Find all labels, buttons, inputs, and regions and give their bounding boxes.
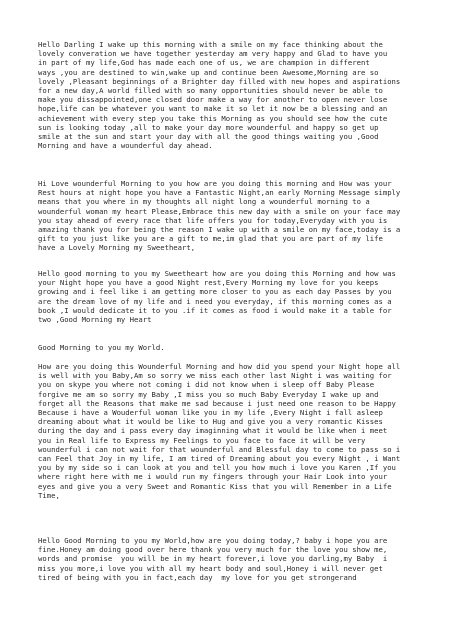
paragraph-long-message: How are you doing this Wounderful Morning and how did you spend your Night hope all is well with you Baby,Am so sorry we miss each other last Night i was waiting for you on skype you where not coming i did not know when i sleep off Baby Please forgive me am so sorry my Baby ,I miss you so much Baby Everyday I wake up and forget all the Reasons that make me sad because i just need one reason to be Happy Because i have a Wouderful woman like you in my life ,Every Night i fall asleep dreaming about what it would be like to Hug and give you a very romantic Kisses during the day and i pass every day imaginning what it would be like when i meet you in Real life to Express my Feelings to you face to face it will be very wounderful i can not wait for that wounderful and Blessful day to come to pass so i can Feel that Joy in my life, I am tired of Dreaming about you every Night , i Want you by my side so i can look at you and tell you how much i love you Karen ,If you where right here with me i would run my fingers through your Hair Look into your eyes and give you a very Sweet and Romantic Kiss that you will Remember in a Life Time, bbox=[38, 362, 401, 500]
paragraph-love-message: Hi Love wounderful Morning to you how are you doing this morning and How was your Rest hours at night hope you have a Fantastic Night,an early Morning Message simply means that you where in my thoughts all night long a wounderful morning to a wounderful woman my heart Please,Embrace this new day with a smile on your face may you stay ahead of every race that life offers you for today,Everyday with you is amazing thank you for being the reason I wake up with a smile on my face,today is a gift to you just like you are a gift to me,im glad that you are part of my life have a Lovely Morning my Sweetheart, bbox=[38, 179, 401, 253]
paragraph-closing-message: Hello Good Morning to you my World,how are you doing today,? baby i hope you are fine.Honey am doing good over here thank you very much for the love you show me, words and promise you will be in my heart forever,i love you darling,my Baby i miss you more,i love you with all my heart body and soul,Honey i will never get tired of being with you in fact,each day my love for you get strongerand bbox=[38, 536, 388, 582]
paragraph-sweetheart-message: Hello good morning to you my Sweetheart how are you doing this Morning and how was your Night hope you have a good Night rest,Every Morning my love for you keeps growing and i feel like i am getting more closer to you as each day Passes by you are the dream love of my life and i need you everyday, if this morning comes as a book ,I would dedicate it to you .if it comes as food i would make it a table for two ,Good Morning my Heart bbox=[38, 269, 396, 325]
paragraph-morning-greeting: Hello Darling I wake up this morning with a smile on my face thinking about the lovely converation we have together yesterday am very happy and Glad to have you in part of my life,God has made each one of us, we are champion in different ways ,you are destined to win,wake up and continue been Awesome,Morning are so lovely ,Pleasant beginnings of a Brighter day filled with new hopes and aspirations for a new day,A world filled with so many opportunities should never be able to make you dissappointed,one closed door make a way for another to open never lose hope,life can be whatever you want to make it so let it now be a blessing and an achievement with every step you take this Morning as you should see how the cute sun is looking today ,all to make your day more wounderful and happy so get up smile at the sun and start your day with all the good things waiting you ,Good Morning and have a wounderful day ahead. bbox=[38, 40, 401, 151]
paragraph-world-greeting: Good Morning to you my World. bbox=[38, 343, 165, 352]
